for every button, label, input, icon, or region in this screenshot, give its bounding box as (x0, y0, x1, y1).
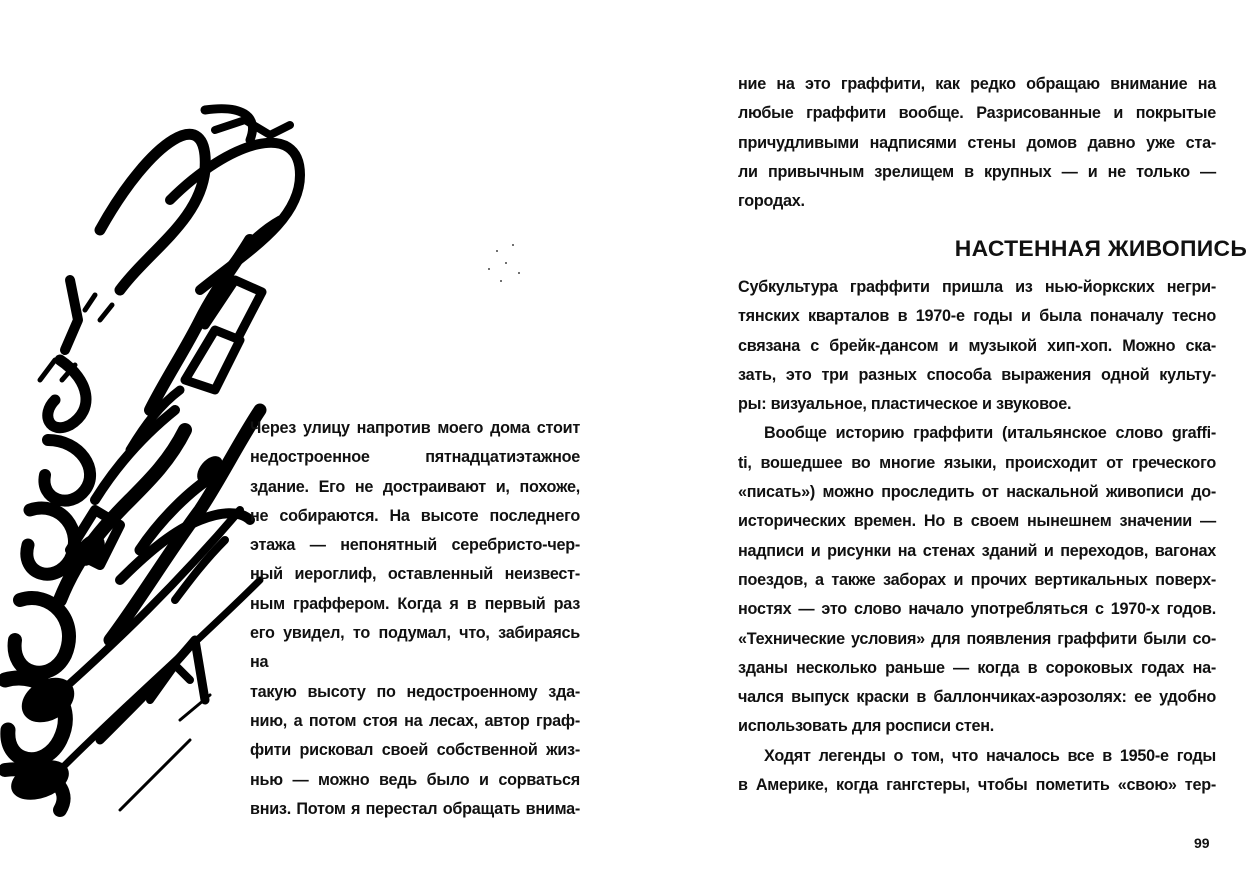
text-line: не собираются. На высоте последнего (250, 506, 580, 525)
text-line: фити рисковал своей собственной жиз- (250, 741, 580, 760)
scan-speck (512, 244, 514, 246)
text-line: вниз. Потом я перестал обращать внима- (250, 799, 580, 818)
text-line: чался выпуск краски в баллончиках-аэрозолях: ее удобно (738, 688, 1216, 707)
text-line: ным граффером. Когда я в первый раз (250, 594, 580, 613)
text-line: Ходят легенды о том, что началось все в 1950-е годы (764, 746, 1216, 765)
text-line: тянских кварталов в 1970-е годы и была поначалу тесно (738, 307, 1216, 326)
text-line: ti, вошедшее во многие языки, происходит от греческого (738, 453, 1216, 472)
scan-speck (500, 280, 502, 282)
text-line: «Технические условия» для появления граффити были со- (738, 629, 1216, 648)
text-line: городах. (738, 192, 805, 211)
text-line: ностях — это слово начало употребляться с 1970-х годов. (738, 600, 1216, 619)
page-number: 99 (1194, 835, 1210, 851)
text-line: здание. Его не достраивают и, похоже, (250, 477, 580, 496)
text-line: ры: визуальное, пластическое и звуковое. (738, 395, 1072, 414)
text-line: нью — можно ведь было и сорваться (250, 770, 580, 789)
text-line: использовать для росписи стен. (738, 717, 995, 736)
text-line: исторических времен. Но в своем нынешнем значении — (738, 512, 1216, 531)
text-line: «писать») можно проследить от наскальной живописи до- (738, 483, 1216, 502)
scan-speck (488, 268, 490, 270)
text-line: ние на это граффити, как редко обращаю внимание на (738, 75, 1216, 93)
text-line: этажа — непонятный серебристо-чер- (250, 536, 580, 555)
text-line: ли привычным зрелищем в крупных — и не только — (738, 162, 1216, 181)
text-line: Через улицу напротив моего дома стоит (250, 419, 580, 437)
text-line: любые граффити вообще. Разрисованные и покрытые (738, 104, 1216, 123)
text-line: связана с брейк-дансом и музыкой хип-хоп. Можно ска- (738, 336, 1216, 355)
text-line: нию, а потом стоя на лесах, автор граф- (250, 711, 580, 730)
text-line: зданы несколько раньше — когда в сороковых годах на- (738, 658, 1216, 677)
scan-speck (518, 272, 520, 274)
paragraph (738, 742, 1216, 801)
paragraph (738, 273, 1216, 419)
right-page-continuation (738, 70, 1216, 216)
text-line: Вообще историю граффити (итальянское слово graffi- (764, 424, 1216, 443)
text-line: такую высоту по недостроенному зда- (250, 682, 580, 701)
text-line: ный иероглиф, оставленный неизвест- (250, 565, 580, 584)
right-page-body (738, 273, 1216, 800)
text-line: недостроенное пятнадцатиэтажное (250, 448, 580, 467)
text-line: Субкультура граффити пришла из нью-йоркских негри- (738, 278, 1216, 296)
text-line: зать, это три разных способа выражения одной культу- (738, 365, 1216, 384)
paragraph (738, 419, 1216, 741)
text-line: поездов, а также заборах и прочих вертикальных поверх- (738, 570, 1216, 589)
text-line: причудливыми надписями стены домов давно уже ста- (738, 133, 1216, 152)
section-heading: НАСТЕННАЯ ЖИВОПИСЬ (954, 236, 1247, 261)
left-page-text (250, 414, 580, 824)
text-line: его увидел, то подумал, что, забираясь на (250, 624, 580, 672)
text-line: надписи и рисунки на стенах зданий и переходов, вагонах (738, 541, 1216, 560)
scan-speck (496, 250, 498, 252)
text-line: в Америке, когда гангстеры, чтобы пометить «свою» тер- (738, 776, 1216, 795)
scan-speck (505, 262, 507, 264)
